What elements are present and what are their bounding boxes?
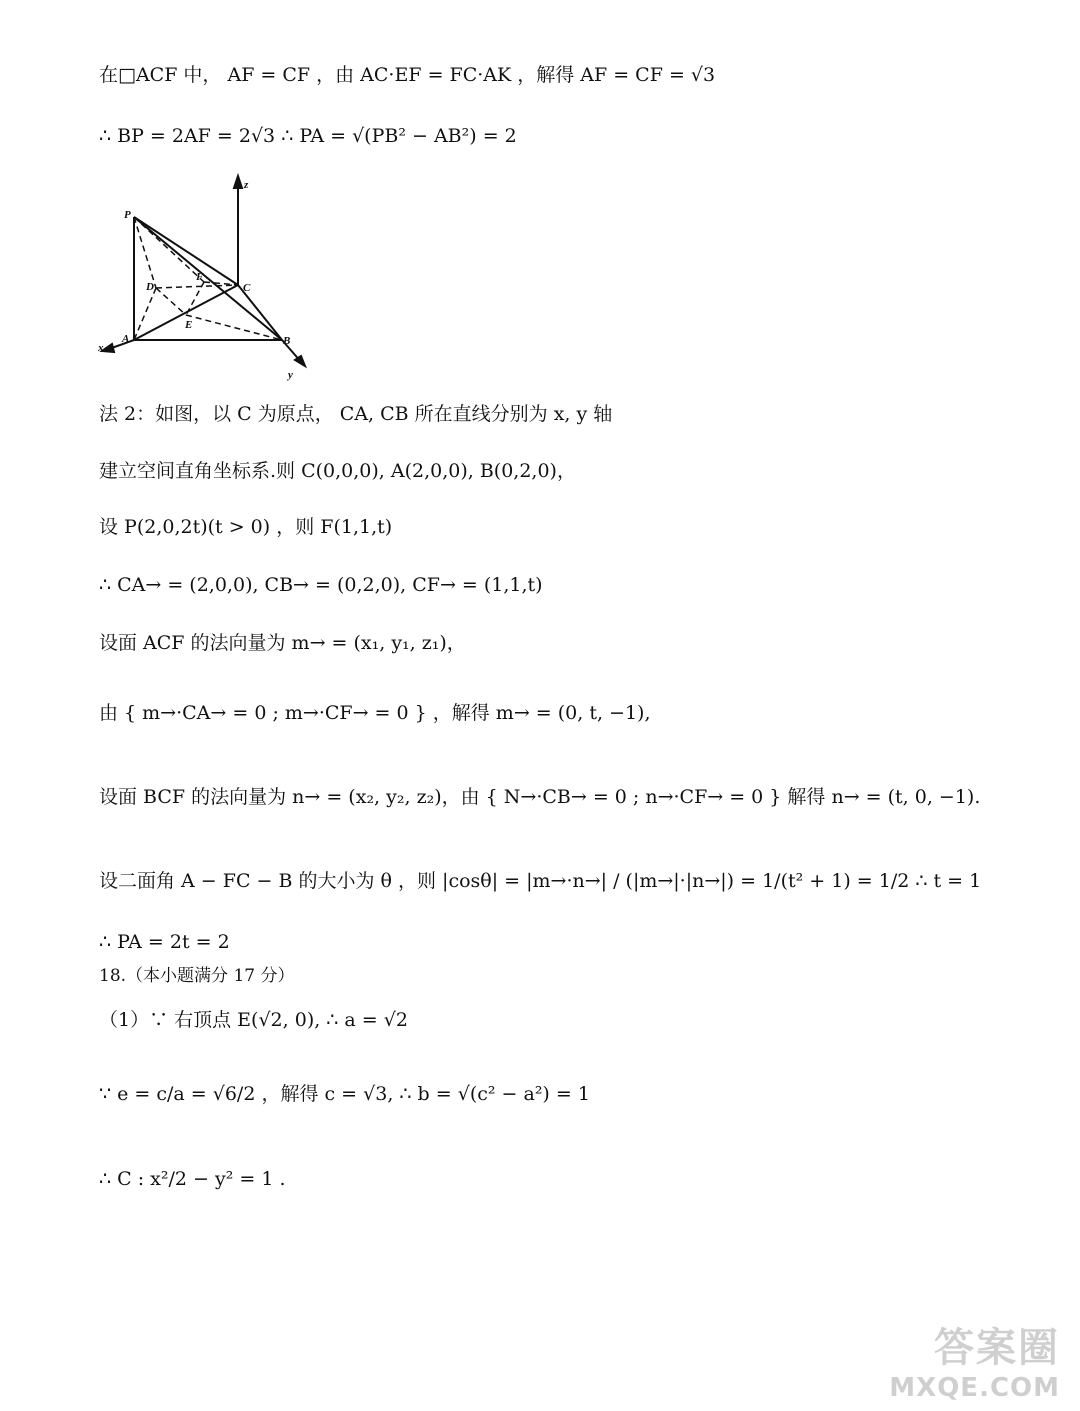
label-z: z	[244, 179, 249, 191]
label-F: F	[196, 271, 204, 283]
text-line-2: ∴ BP = 2AF = 2√3 ∴ PA = √(PB² − AB²) = 2	[99, 125, 517, 147]
text-line-8: 由 { m→·CA→ = 0 ; m→·CF→ = 0 } ，解得 m→ = (0, t, −1),	[99, 702, 651, 724]
pyramid-coordinate-figure	[92, 170, 332, 390]
text-line-3: 法 2：如图，以 C 为原点， CA, CB 所在直线分别为 x, y 轴	[99, 403, 613, 425]
text-line-5: 设 P(2,0,2t)(t > 0) ，则 F(1,1,t)	[99, 516, 393, 538]
text-line-9: 设面 BCF 的法向量为 n→ = (x₂, y₂, z₂)，由 { N→·CB→ = 0 ; n→·CF→ = 0 } 解得 n→ = (t, 0, −1).	[99, 786, 981, 808]
text-line-13: （1）∵ 右顶点 E(√2, 0), ∴ a = √2	[99, 1009, 408, 1031]
text-line-4: 建立空间直角坐标系.则 C(0,0,0), A(2,0,0), B(0,2,0)，	[99, 460, 576, 482]
label-C: C	[243, 282, 251, 294]
text-line-7: 设面 ACF 的法向量为 m→ = (x₁, y₁, z₁)，	[99, 632, 466, 654]
section-heading-18: 18.（本小题满分 17 分）	[99, 966, 295, 986]
watermark-logo: 答案圈	[934, 1325, 1060, 1371]
watermark	[889, 1316, 1060, 1403]
label-A: A	[122, 333, 130, 345]
label-D: D	[146, 281, 154, 293]
text-line-14: ∵ e = c/a = √6/2 ，解得 c = √3, ∴ b = √(c² − a²) = 1	[99, 1083, 590, 1105]
label-y: y	[288, 369, 293, 381]
watermark-site: MXQE.COM	[889, 1373, 1060, 1403]
text-line-11: ∴ PA = 2t = 2	[99, 931, 230, 953]
text-line-1: 在□ACF 中， AF = CF ，由 AC·EF = FC·AK ，解得 AF = CF = √3	[99, 64, 716, 86]
text-line-6: ∴ CA→ = (2,0,0), CB→ = (0,2,0), CF→ = (1,1,t)	[99, 574, 543, 596]
text-line-15: ∴ C : x²/2 − y² = 1 .	[99, 1168, 286, 1190]
label-B: B	[283, 335, 291, 347]
label-E: E	[185, 319, 193, 331]
label-x: x	[98, 342, 104, 354]
label-P: P	[124, 209, 131, 221]
text-line-10: 设二面角 A − FC − B 的大小为 θ ，则 |cosθ| = |m→·n→| / (|m→|·|n→|) = 1/(t² + 1) = 1/2 ∴ t = 1	[99, 870, 982, 892]
